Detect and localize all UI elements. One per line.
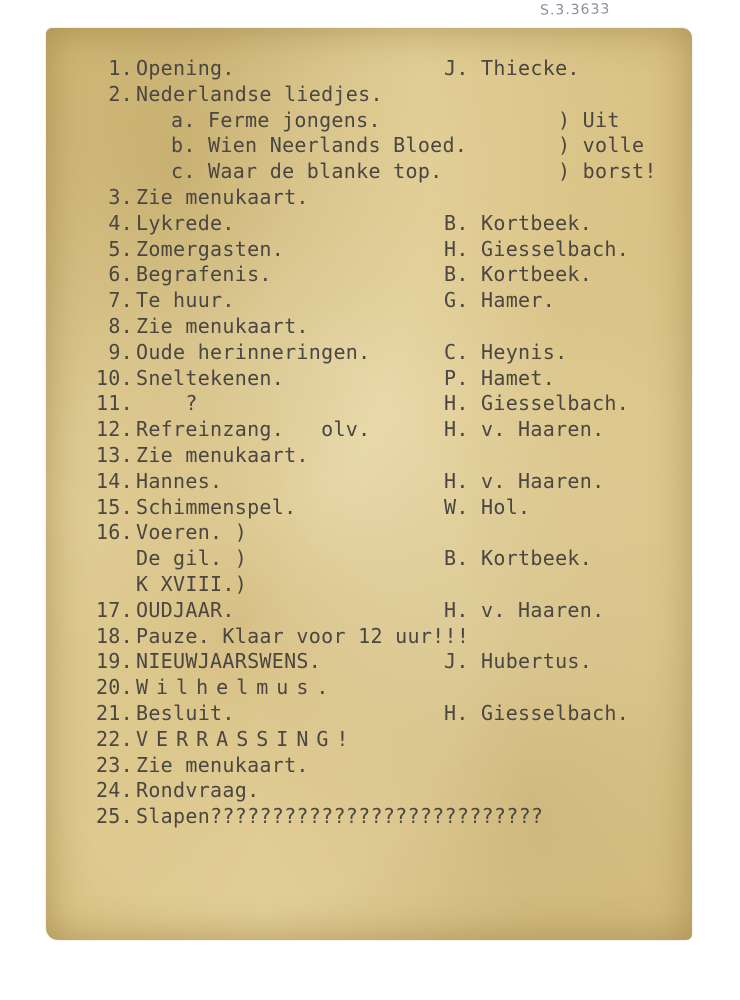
- item-title: Zie menukaart.: [136, 313, 309, 338]
- item-title: Zie menukaart.: [136, 442, 309, 467]
- item-number: 5.: [108, 236, 133, 261]
- program-item: [78, 443, 698, 469]
- item-number: 9.: [108, 339, 133, 364]
- item-number: 2.: [108, 81, 133, 106]
- program-item: [78, 185, 698, 211]
- item-title: De gil. ): [136, 546, 248, 571]
- item-title: Refreinzang. olv.: [136, 417, 371, 442]
- item-title: Voeren. ): [136, 520, 248, 545]
- item-performer: C. Heynis.: [444, 339, 568, 364]
- item-number: 16.: [95, 520, 133, 545]
- item-title: Slapen???????????????????????????: [136, 804, 544, 829]
- program-item: [78, 417, 698, 443]
- item-number: 22.: [95, 726, 133, 751]
- item-number: 19.: [95, 649, 133, 674]
- item-performer: H. v. Haaren.: [444, 417, 605, 442]
- item-title: Te huur.: [136, 288, 235, 313]
- item-number: 24.: [95, 778, 133, 803]
- program-item: [78, 727, 698, 753]
- item-title: Pauze. Klaar voor 12 uur!!!: [136, 623, 470, 648]
- item-number: 4.: [108, 210, 133, 235]
- item-title: Sneltekenen.: [136, 365, 285, 390]
- program-item: [78, 778, 698, 804]
- item-title: Schimmenspel.: [136, 494, 297, 519]
- item-number: 17.: [95, 597, 133, 622]
- item-performer: H. Giesselbach.: [444, 391, 630, 416]
- program-item: [78, 572, 698, 598]
- item-performer: H. v. Haaren.: [444, 468, 605, 493]
- item-note: ) borst!: [558, 159, 657, 184]
- item-title: Oude herinneringen.: [136, 339, 371, 364]
- item-number: 11.: [95, 391, 133, 416]
- item-title: Opening.: [136, 56, 235, 80]
- item-number: 8.: [108, 313, 133, 338]
- program-item: [78, 288, 698, 314]
- program-item: [78, 598, 698, 624]
- program-item: [78, 366, 698, 392]
- item-title: Nederlandse liedjes.: [136, 81, 383, 106]
- program-list: [78, 56, 698, 830]
- program-item: [78, 133, 698, 159]
- item-number: 10.: [95, 365, 133, 390]
- item-title: Wilhelmus.: [136, 675, 337, 700]
- archive-mark: S.3.3633: [539, 1, 611, 19]
- item-title: Zomergasten.: [136, 236, 285, 261]
- program-card: [46, 28, 692, 940]
- item-title: Zie menukaart.: [136, 752, 309, 777]
- item-number: 6.: [108, 262, 133, 287]
- program-item: [78, 56, 698, 82]
- program-item: [78, 262, 698, 288]
- item-title: K XVIII.): [136, 571, 248, 596]
- item-performer: J. Hubertus.: [444, 649, 593, 674]
- program-item: [78, 340, 698, 366]
- item-number: 12.: [95, 417, 133, 442]
- item-number: 7.: [108, 288, 133, 313]
- item-number: 13.: [95, 442, 133, 467]
- item-number: 21.: [95, 700, 133, 725]
- item-title: NIEUWJAARSWENS.: [136, 649, 322, 674]
- item-title: c. Waar de blanke top.: [171, 159, 443, 184]
- item-number: 25.: [95, 804, 133, 829]
- item-title: Zie menukaart.: [136, 184, 309, 209]
- program-item: [78, 211, 698, 237]
- program-item: [78, 675, 698, 701]
- program-item: [78, 314, 698, 340]
- item-performer: B. Kortbeek.: [444, 262, 593, 287]
- program-item: [78, 649, 698, 675]
- item-title: Lykrede.: [136, 210, 235, 235]
- item-number: 23.: [95, 752, 133, 777]
- item-title: Besluit.: [136, 700, 235, 725]
- item-note: ) Uit: [558, 107, 620, 132]
- program-item: [78, 495, 698, 521]
- program-item: [78, 624, 698, 650]
- program-item: [78, 701, 698, 727]
- item-note: ) volle: [558, 133, 645, 158]
- item-performer: P. Hamet.: [444, 365, 556, 390]
- item-title: VERRASSING!: [136, 726, 357, 751]
- program-item: [78, 108, 698, 134]
- item-title: OUDJAAR.: [136, 597, 235, 622]
- item-performer: W. Hol.: [444, 494, 531, 519]
- item-performer: H. v. Haaren.: [444, 597, 605, 622]
- item-number: 14.: [95, 468, 133, 493]
- item-number: 1.: [108, 56, 133, 80]
- item-performer: H. Giesselbach.: [444, 700, 630, 725]
- program-item: [78, 391, 698, 417]
- item-performer: H. Giesselbach.: [444, 236, 630, 261]
- program-item: [78, 159, 698, 185]
- program-item: [78, 237, 698, 263]
- item-title: a. Ferme jongens.: [171, 107, 381, 132]
- item-performer: B. Kortbeek.: [444, 210, 593, 235]
- program-item: [78, 546, 698, 572]
- item-number: 18.: [95, 623, 133, 648]
- item-title: Hannes.: [136, 468, 223, 493]
- item-number: 3.: [108, 184, 133, 209]
- item-title: b. Wien Neerlands Bloed.: [171, 133, 468, 158]
- item-title: Rondvraag.: [136, 778, 260, 803]
- program-item: [78, 469, 698, 495]
- item-performer: J. Thiecke.: [444, 56, 580, 80]
- item-title: Begrafenis.: [136, 262, 272, 287]
- program-item: [78, 520, 698, 546]
- item-number: 15.: [95, 494, 133, 519]
- program-item: [78, 753, 698, 779]
- program-item: [78, 82, 698, 108]
- item-number: 20.: [95, 675, 133, 700]
- item-title: ?: [136, 391, 198, 416]
- item-performer: G. Hamer.: [444, 288, 556, 313]
- program-item: [78, 804, 698, 830]
- item-performer: B. Kortbeek.: [444, 546, 593, 571]
